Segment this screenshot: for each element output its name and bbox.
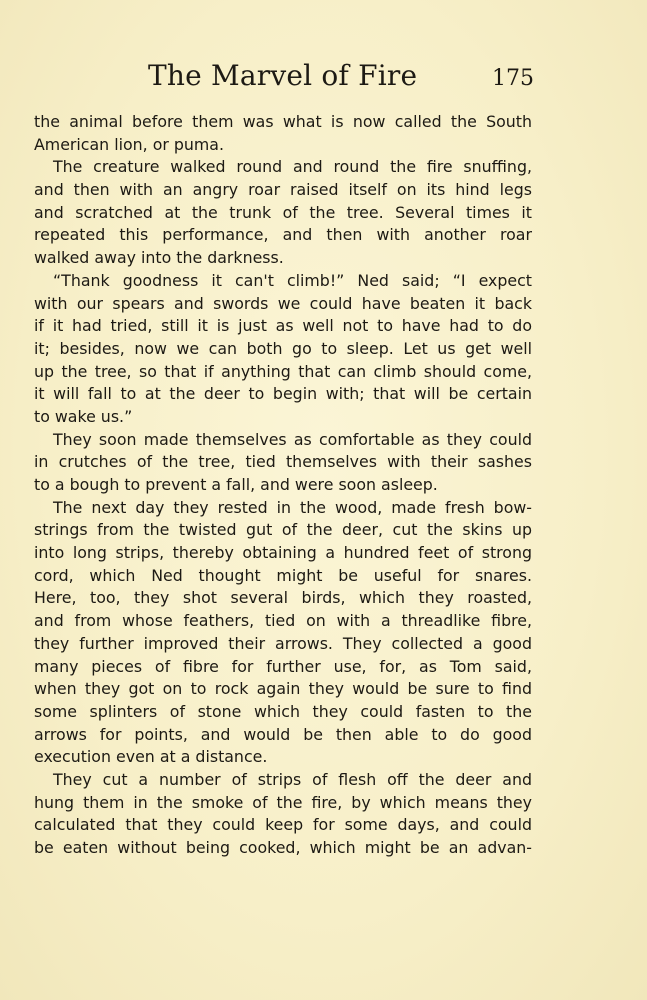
text-line: up the tree, so that if anything that can climb should come, — [34, 361, 532, 381]
text-line: They cut a number of strips of flesh off the deer and — [53, 769, 532, 789]
text-line: repeated this performance, and then with another roar — [34, 225, 532, 245]
text-line: it; besides, now we can both go to sleep. Let us get well — [34, 338, 532, 358]
text-line: in crutches of the tree, tied themselves with their sashes — [34, 452, 532, 472]
text-line: many pieces of fibre for further use, for, as Tom said, — [34, 656, 532, 676]
text-line: calculated that they could keep for some days, and could — [34, 815, 532, 835]
text-line: execution even at a distance. — [34, 747, 268, 767]
text-line: “Thank goodness it can't climb!” Ned said; “I expect — [53, 270, 532, 290]
text-line: They soon made themselves as comfortable as they could — [53, 429, 532, 449]
text-line: it will fall to at the deer to begin with; that will be certain — [34, 384, 532, 404]
text-line: be eaten without being cooked, which might be an advan- — [34, 838, 532, 857]
text-line: when they got on to rock again they would be sure to find — [34, 679, 532, 699]
text-line: some splinters of stone which they could fasten to the — [34, 701, 532, 721]
chapter-title: The Marvel of Fire — [148, 59, 418, 92]
text-line: Here, too, they shot several birds, which they roasted, — [34, 588, 532, 608]
text-line: and scratched at the trunk of the tree. Several times it — [34, 202, 532, 222]
text-line: strings from the twisted gut of the deer, cut the skins up — [34, 520, 532, 540]
text-line: to a bough to prevent a fall, and were soon asleep. — [34, 475, 438, 494]
body-text — [34, 111, 532, 860]
text-line: they further improved their arrows. They collected a good — [34, 633, 532, 653]
text-line: walked away into the darkness. — [34, 248, 284, 268]
text-line: The creature walked round and round the fire snuffing, — [53, 157, 532, 177]
text-line: to wake us.” — [34, 406, 133, 426]
page-number: 175 — [492, 66, 534, 91]
text-line: The next day they rested in the wood, made fresh bow- — [53, 497, 532, 517]
running-head — [0, 58, 647, 98]
text-line: the animal before them was what is now called the South — [34, 112, 532, 131]
text-line: with our spears and swords we could have beaten it back — [34, 293, 532, 313]
text-line: into long strips, thereby obtaining a hundred feet of strong — [34, 543, 532, 563]
text-line: and then with an angry roar raised itself on its hind legs — [34, 180, 532, 200]
text-line: cord, which Ned thought might be useful for snares. — [34, 565, 532, 585]
text-line: arrows for points, and would be then able to do good — [34, 724, 532, 744]
text-line: if it had tried, still it is just as well not to have had to do — [34, 316, 532, 336]
text-line: and from whose feathers, tied on with a threadlike fibre, — [34, 611, 532, 631]
text-line: hung them in the smoke of the fire, by which means they — [34, 792, 532, 812]
text-line: American lion, or puma. — [34, 134, 225, 154]
